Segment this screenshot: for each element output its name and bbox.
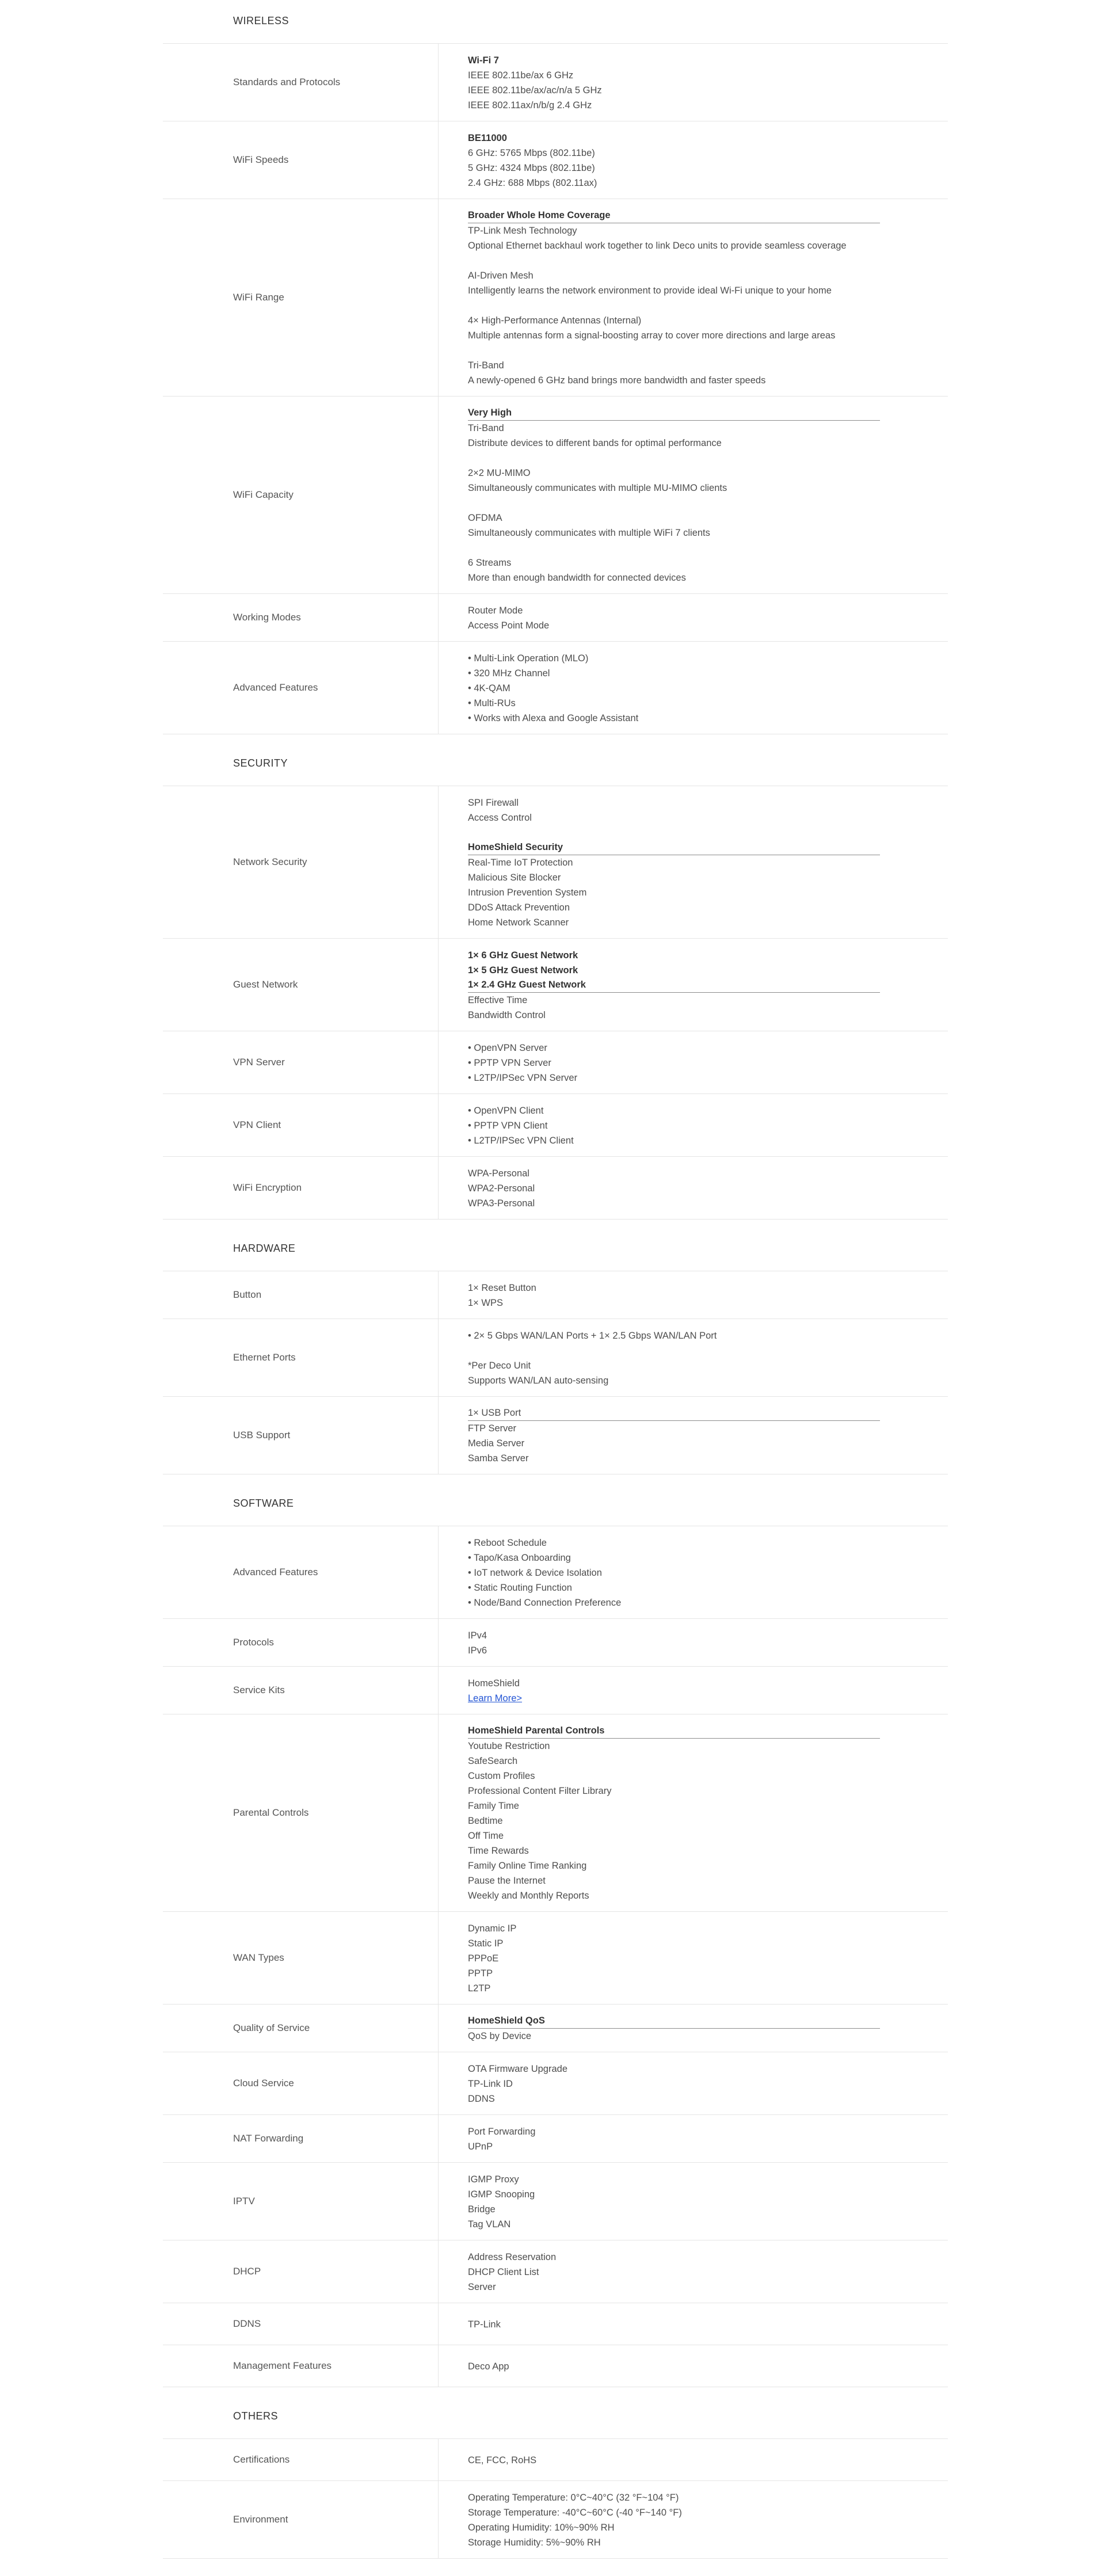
spec-row-working-modes [163,594,948,642]
spec-value-line: HomeShield Parental Controls [468,1724,880,1739]
spec-value-line: Bandwidth Control [468,1010,546,1020]
spec-label: Environment [163,2481,439,2558]
spec-value [439,2303,948,2345]
spec-row-wifi-range [163,199,948,397]
spec-value-line: Simultaneously communicates with multiple WiFi 7 clients [468,528,710,538]
spec-row-environment [163,2481,948,2559]
spec-value [439,2163,948,2240]
section-title-others: OTHERS [163,2404,948,2439]
spec-row-quality-of-service [163,2005,948,2052]
spec-value-line: UPnP [468,2141,493,2152]
spec-row-dhcp [163,2240,948,2303]
spec-label: Protocols [163,1619,439,1666]
spec-row-network-security [163,786,948,939]
spec-row-wan-types [163,1912,948,2005]
spec-value-line: HomeShield Security [468,840,880,855]
line-spacer [468,451,948,466]
spec-value-line: Dynamic IP [468,1923,517,1934]
spec-value-line: Weekly and Monthly Reports [468,1891,589,1901]
spec-row-wifi-capacity [163,397,948,594]
spec-row-parental-controls [163,1714,948,1912]
spec-value-line: DHCP Client List [468,2267,539,2277]
section-gap [163,734,948,752]
spec-value-line: 1× 6 GHz Guest Network [468,950,578,961]
spec-value-line: IEEE 802.11be/ax 6 GHz [468,70,574,81]
spec-value-line: IEEE 802.11ax/n/b/g 2.4 GHz [468,100,592,110]
spec-value-line: Router Mode [468,605,523,616]
spec-value-line: Address Reservation [468,2252,557,2262]
spec-value [439,2052,948,2114]
spec-value-line: Bedtime [468,1816,503,1826]
spec-value [439,939,948,1031]
spec-label: Parental Controls [163,1714,439,1911]
spec-row-certifications [163,2439,948,2481]
spec-value-line: Off Time [468,1831,504,1841]
spec-value-line: SafeSearch [468,1756,518,1766]
spec-row-vpn-server [163,1031,948,1094]
spec-label: Quality of Service [163,2005,439,2052]
spec-value-line: Effective Time [468,995,528,1005]
line-spacer [468,1343,948,1358]
spec-value-line: Tag VLAN [468,2219,511,2230]
spec-value-line: Simultaneously communicates with multiple MU-MIMO clients [468,483,727,493]
spec-table-others [163,2439,948,2559]
spec-value-line: *Per Deco Unit [468,1361,531,1371]
spec-label: WAN Types [163,1912,439,2004]
spec-value-line: Youtube Restriction [468,1741,550,1751]
spec-label: Ethernet Ports [163,1319,439,1396]
spec-value-line: 2×2 MU-MIMO [468,468,531,478]
spec-value-line: IPv6 [468,1645,487,1656]
spec-label: Guest Network [163,939,439,1031]
spec-row-guest-network [163,939,948,1031]
spec-value [439,2240,948,2303]
spec-value-line: Wi-Fi 7 [468,55,499,66]
spec-value-line: DDNS [468,2094,495,2104]
spec-value-line: Professional Content Filter Library [468,1786,612,1796]
spec-value-line: SPI Firewall [468,798,519,808]
spec-value [439,786,948,938]
spec-row-ethernet-ports [163,1319,948,1397]
line-spacer [468,343,948,358]
spec-label: Working Modes [163,594,439,641]
spec-row-standards-and-protocols [163,44,948,121]
section-title-security: SECURITY [163,752,948,786]
spec-value-line: Media Server [468,1438,525,1449]
spec-value-line: Supports WAN/LAN auto-sensing [468,1375,609,1386]
spec-value [439,199,948,396]
spec-label: NAT Forwarding [163,2115,439,2162]
spec-value-line: • 320 MHz Channel [468,668,550,679]
spec-value-line: WPA2-Personal [468,1183,535,1194]
spec-value-line: Server [468,2282,496,2292]
spec-value-line: Time Rewards [468,1846,529,1856]
spec-label: WiFi Speeds [163,121,439,199]
spec-value-line: Operating Humidity: 10%~90% RH [468,2522,615,2533]
spec-table-security [163,786,948,1220]
spec-value-line: 1× 5 GHz Guest Network [468,965,578,975]
line-spacer [468,253,948,268]
spec-value-line: Family Time [468,1801,519,1811]
spec-row-management-features [163,2345,948,2387]
spec-label: Standards and Protocols [163,44,439,121]
spec-label: Advanced Features [163,642,439,734]
spec-value-line: Real-Time IoT Protection [468,858,573,868]
spec-value-line: • PPTP VPN Server [468,1058,551,1068]
line-spacer [468,825,948,840]
spec-value-line: Samba Server [468,1453,529,1464]
spec-row-vpn-client [163,1094,948,1157]
spec-value [439,1912,948,2004]
spec-row-nat-forwarding [163,2115,948,2163]
spec-value [439,1714,948,1911]
spec-value-line: Very High [468,406,880,421]
spec-value-line: 4× High-Performance Antennas (Internal) [468,315,642,326]
spec-value [439,1271,948,1319]
spec-table-wireless [163,44,948,734]
spec-value [439,1157,948,1219]
spec-value-line: • Reboot Schedule [468,1538,547,1548]
spec-value-line: IGMP Proxy [468,2174,519,2185]
spec-label: WiFi Range [163,199,439,396]
spec-value-line: Access Point Mode [468,620,550,631]
spec-value [439,1667,948,1714]
spec-value-line: 1× Reset Button [468,1283,536,1293]
spec-value-line: • L2TP/IPSec VPN Server [468,1073,578,1083]
section-gap [163,2387,948,2404]
spec-value-line: IEEE 802.11be/ax/ac/n/a 5 GHz [468,85,602,96]
spec-value-line: 6 GHz: 5765 Mbps (802.11be) [468,148,595,158]
spec-value-line: • Multi-Link Operation (MLO) [468,653,589,664]
spec-value [439,1031,948,1093]
spec-value-line: 1× 2.4 GHz Guest Network [468,978,880,993]
spec-value [439,1094,948,1156]
spec-value [439,642,948,734]
spec-value-line: A newly-opened 6 GHz band brings more bandwidth and faster speeds [468,375,766,386]
spec-value-line: AI-Driven Mesh [468,270,534,281]
spec-value-line: FTP Server [468,1423,517,1434]
spec-value [439,2115,948,2162]
spec-label: Certifications [163,2439,439,2480]
spec-value-line: IPv4 [468,1630,487,1641]
spec-value-line: Bridge [468,2204,496,2215]
spec-value [439,2005,948,2052]
spec-value-line: Broader Whole Home Coverage [468,208,880,223]
spec-value [439,2439,948,2480]
spec-table-hardware [163,1271,948,1474]
spec-value-line: HomeShield [468,1678,520,1689]
spec-value-line: Pause the Internet [468,1876,546,1886]
spec-value-line: • OpenVPN Client [468,1106,544,1116]
spec-value [439,1526,948,1618]
spec-value-line: Storage Temperature: -40°C~60°C (-40 °F~140 °F) [468,2508,682,2518]
spec-value-line: Home Network Scanner [468,917,569,928]
spec-value-line: • 2× 5 Gbps WAN/LAN Ports + 1× 2.5 Gbps WAN/LAN Port [468,1331,717,1341]
spec-value-line: OFDMA [468,513,502,523]
learn-more-link[interactable]: Learn More> [468,1693,523,1704]
spec-value-line: L2TP [468,1983,491,1994]
spec-row-advanced-features [163,642,948,734]
spec-row-usb-support [163,1397,948,1474]
spec-label: DDNS [163,2303,439,2345]
spec-value-line: • IoT network & Device Isolation [468,1568,602,1578]
spec-value-line: • Static Routing Function [468,1583,572,1593]
section-gap [163,1220,948,1237]
spec-value-line: • L2TP/IPSec VPN Client [468,1135,574,1146]
spec-value [439,1397,948,1474]
spec-value-line: IGMP Snooping [468,2189,535,2200]
spec-value-line: • Node/Band Connection Preference [468,1598,622,1608]
section-title-software: SOFTWARE [163,1492,948,1526]
spec-value-line: BE11000 [468,133,507,143]
spec-value-line: Deco App [468,2361,509,2372]
spec-page [163,0,948,2576]
spec-value-line: Tri-Band [468,360,504,371]
spec-label: DHCP [163,2240,439,2303]
spec-value-line: Port Forwarding [468,2127,536,2137]
spec-value [439,121,948,199]
spec-label: Network Security [163,786,439,938]
spec-label: Button [163,1271,439,1319]
spec-value-line: Tri-Band [468,423,504,433]
spec-value-line: Access Control [468,813,532,823]
spec-row-ddns [163,2303,948,2345]
spec-label: Advanced Features [163,1526,439,1618]
spec-value-line: • PPTP VPN Client [468,1121,548,1131]
spec-value-line: Multiple antennas form a signal-boosting array to cover more directions and large areas [468,330,836,341]
spec-value-line: Distribute devices to different bands for optimal performance [468,438,722,448]
spec-value [439,594,948,641]
spec-row-wifi-encryption [163,1157,948,1220]
spec-label: VPN Client [163,1094,439,1156]
spec-value [439,44,948,121]
spec-table-software [163,1526,948,2387]
spec-label: Service Kits [163,1667,439,1714]
spec-value-line: Family Online Time Ranking [468,1861,587,1871]
spec-row-wifi-speeds [163,121,948,199]
spec-label: WiFi Encryption [163,1157,439,1219]
spec-value-line: Intrusion Prevention System [468,887,587,898]
spec-value-line: • OpenVPN Server [468,1043,547,1053]
spec-value-line: OTA Firmware Upgrade [468,2064,567,2074]
spec-value-line: TP-Link Mesh Technology [468,226,577,236]
spec-value-line: • Works with Alexa and Google Assistant [468,713,639,723]
spec-value-line: 1× USB Port [468,1406,880,1421]
spec-value-line: Optional Ethernet backhaul work together to link Deco units to provide seamless coverage [468,241,847,251]
spec-value-line: Storage Humidity: 5%~90% RH [468,2537,601,2548]
spec-row-service-kits [163,1667,948,1714]
spec-value-line: 1× WPS [468,1298,503,1308]
spec-value-line: PPTP [468,1968,493,1979]
spec-value-line: CE, FCC, RoHS [468,2455,537,2466]
spec-label: VPN Server [163,1031,439,1093]
spec-value-line: TP-Link [468,2319,501,2330]
spec-value-line: Malicious Site Blocker [468,872,561,883]
spec-value [439,2345,948,2387]
spec-value-line: • Multi-RUs [468,698,516,708]
line-spacer [468,496,948,510]
section-title-hardware: HARDWARE [163,1237,948,1271]
spec-value-line: PPPoE [468,1953,499,1964]
spec-value-line: HomeShield QoS [468,2014,880,2029]
spec-value [439,397,948,593]
section-title-wireless: WIRELESS [163,9,948,44]
spec-row-iptv [163,2163,948,2240]
spec-label: Cloud Service [163,2052,439,2114]
spec-value-line: 5 GHz: 4324 Mbps (802.11be) [468,163,595,173]
spec-label: IPTV [163,2163,439,2240]
spec-label: USB Support [163,1397,439,1474]
spec-value-line: • 4K-QAM [468,683,510,693]
spec-value [439,2481,948,2558]
spec-value [439,1319,948,1396]
section-gap [163,1474,948,1492]
spec-row-button [163,1271,948,1319]
spec-value-line: Intelligently learns the network environment to provide ideal Wi-Fi unique to your home [468,285,832,296]
line-spacer [468,540,948,555]
spec-value-line: 6 Streams [468,558,512,568]
line-spacer [468,298,948,313]
spec-row-advanced-features [163,1526,948,1619]
spec-value [439,1619,948,1666]
spec-value-line: QoS by Device [468,2031,532,2041]
spec-value-line: • Tapo/Kasa Onboarding [468,1553,571,1563]
spec-label: Management Features [163,2345,439,2387]
spec-value-line: 2.4 GHz: 688 Mbps (802.11ax) [468,178,597,188]
spec-row-cloud-service [163,2052,948,2115]
spec-value-line: Custom Profiles [468,1771,535,1781]
spec-value-line: TP-Link ID [468,2079,513,2089]
spec-row-protocols [163,1619,948,1667]
spec-value-line: WPA3-Personal [468,1198,535,1209]
spec-value-line: Static IP [468,1938,504,1949]
spec-value-line: DDoS Attack Prevention [468,902,570,913]
spec-value-line: More than enough bandwidth for connected devices [468,573,686,583]
spec-value-line: WPA-Personal [468,1168,529,1179]
spec-value-line: Operating Temperature: 0°C~40°C (32 °F~104 °F) [468,2493,679,2503]
spec-label: WiFi Capacity [163,397,439,593]
